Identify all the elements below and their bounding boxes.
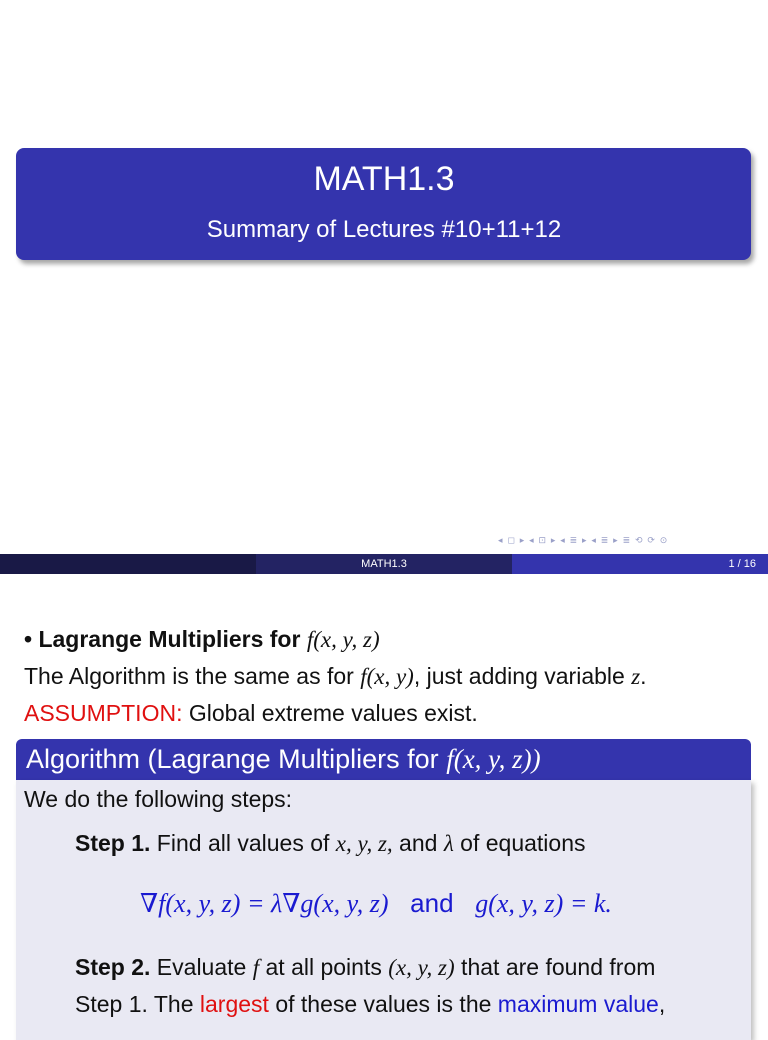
beamer-navigation-icons[interactable]: ◂ ◻ ▸ ◂ ⊡ ▸ ◂ ≣ ▸ ◂ ≣ ▸ ≣ ⟲ ⟳ ⊙ — [498, 536, 669, 546]
step-2-line2-b: of these values is the — [268, 991, 492, 1017]
step-2-line2-c: , — [658, 991, 666, 1017]
slide-footer — [0, 554, 768, 574]
assumption-label: ASSUMPTION: — [24, 700, 183, 726]
step-2-text-b: at all points — [259, 954, 382, 980]
equation-constraint: g(x, y, z) = k. — [475, 889, 612, 918]
step-2-point: (x, y, z) — [388, 955, 455, 980]
step-2-line-2 — [75, 991, 665, 1018]
bullet-math: f(x, y, z) — [306, 627, 380, 652]
step-1-label: Step 1. — [75, 830, 151, 856]
slide-title: MATH1.3 — [313, 160, 455, 198]
step-1-text-a: Find all values of — [150, 830, 330, 856]
algorithm-title-text: Algorithm (Lagrange Multipliers for — [26, 744, 439, 774]
slide-subtitle: Summary of Lectures #10+11+12 — [206, 216, 562, 243]
step-2 — [75, 954, 655, 981]
algorithm-note — [24, 663, 647, 690]
step-1 — [75, 830, 586, 857]
equation-gradient: ∇f(x, y, z) = λ∇g(x, y, z) — [140, 889, 389, 918]
largest-word: largest — [199, 991, 269, 1017]
lagrange-equation — [140, 888, 612, 919]
note-text-b: , just adding variable — [413, 663, 625, 689]
lambda-symbol: λ — [443, 831, 454, 856]
note-end: . — [640, 663, 647, 689]
bullet-heading — [24, 626, 380, 653]
algorithm-intro: We do the following steps: — [24, 786, 293, 812]
step-1-text-b: and — [392, 830, 438, 856]
step-2-text-c: that are found from — [454, 954, 656, 980]
equation-and: and — [410, 888, 454, 918]
step-2-label: Step 2. — [75, 954, 151, 980]
step-1-vars: x, y, z, — [335, 831, 393, 856]
bullet-label: • Lagrange Multipliers for — [24, 626, 301, 652]
algorithm-title-math: f(x, y, z)) — [446, 744, 541, 774]
footer-page-number: 1 / 16 — [512, 554, 768, 574]
note-text-a: The Algorithm is the same as for — [24, 663, 354, 689]
step-2-f: f — [252, 955, 260, 980]
step-2-text-a: Evaluate — [150, 954, 247, 980]
footer-left — [0, 554, 256, 574]
assumption-line — [24, 700, 478, 727]
note-var: z — [631, 664, 641, 689]
step-1-text-c: of equations — [453, 830, 586, 856]
note-math: f(x, y) — [360, 664, 414, 689]
assumption-text: Global extreme values exist. — [182, 700, 478, 726]
maximum-value-word: maximum value — [497, 991, 659, 1017]
algorithm-block-title — [16, 739, 751, 780]
step-2-line2-a: Step 1. The — [75, 991, 194, 1017]
footer-title: MATH1.3 — [256, 554, 512, 574]
